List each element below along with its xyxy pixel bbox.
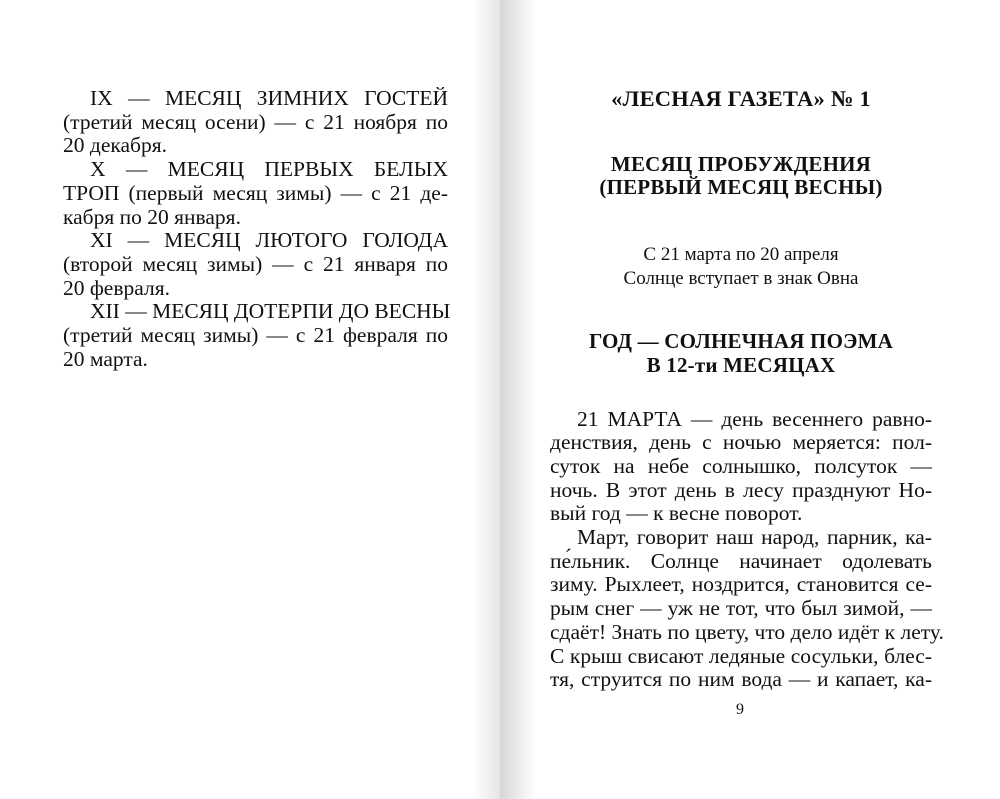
text-line: XII — МЕСЯЦ ДОТЕРПИ ДО ВЕСНЫ bbox=[90, 299, 451, 324]
text-line: IX — МЕСЯЦ ЗИМНИХ ГОСТЕЙ bbox=[90, 86, 448, 110]
page-number: 9 bbox=[736, 701, 744, 718]
text-line: 20 марта. bbox=[63, 346, 148, 371]
text-line: С крыш свисают ледяные сосульки, блес- bbox=[550, 643, 932, 668]
text-line: (третий месяц осени) — с 21 ноября по bbox=[63, 109, 448, 134]
left-paragraph bbox=[63, 158, 448, 229]
month-heading-line: МЕСЯЦ ПРОБУЖДЕНИЯ bbox=[610, 151, 872, 176]
text-line: (второй месяц зимы) — с 21 января по bbox=[63, 251, 448, 276]
left-paragraph bbox=[63, 229, 448, 300]
month-heading bbox=[550, 153, 932, 200]
text-line: Март, говорит наш народ, парник, ка- bbox=[577, 525, 932, 550]
left-gutter-shadow bbox=[472, 0, 500, 799]
section-heading-line: В 12-ти МЕСЯЦАХ bbox=[646, 352, 836, 377]
body-paragraph bbox=[550, 525, 944, 692]
text-line: суток на небе солнышко, полсуток — bbox=[550, 453, 932, 478]
text-line: кабря по 20 января. bbox=[63, 204, 241, 229]
month-heading-line: (ПЕРВЫЙ МЕСЯЦ ВЕСНЫ) bbox=[599, 175, 883, 200]
zodiac-info: Солнце вступает в знак Овна bbox=[623, 267, 859, 289]
text-line: вый год — к весне поворот. bbox=[550, 501, 803, 526]
text-line: пе́льник. Солнце начинает одолевать bbox=[550, 548, 932, 573]
section-heading bbox=[550, 330, 932, 377]
text-line: 21 МАРТА — день весеннего равно- bbox=[577, 406, 932, 431]
text-line: 20 февраля. bbox=[63, 275, 170, 300]
newspaper-title: «ЛЕСНАЯ ГАЗЕТА» № 1 bbox=[611, 86, 871, 111]
text-line: зиму. Рыхлеет, ноздрится, становится се- bbox=[550, 572, 932, 597]
text-line: рым снег — уж не тот, что был зимой, — bbox=[550, 596, 932, 621]
left-paragraph bbox=[63, 299, 451, 371]
text-line: денствия, день с ночью меряется: пол- bbox=[550, 430, 932, 455]
date-range: С 21 марта по 20 апреля bbox=[643, 244, 839, 266]
text-line: ночь. В этот день в лесу празднуют Но- bbox=[550, 477, 932, 502]
text-line: X — МЕСЯЦ ПЕРВЫХ БЕЛЫХ bbox=[90, 157, 448, 182]
right-page-text bbox=[550, 86, 944, 692]
text-line: сдаёт! Знать по цвету, что дело идёт к лету. bbox=[550, 619, 944, 644]
text-line: (третий месяц зимы) — с 21 февраля по bbox=[63, 323, 448, 348]
date-info bbox=[550, 243, 932, 290]
text-line: XI — МЕСЯЦ ЛЮТОГО ГОЛОДА bbox=[90, 228, 448, 253]
text-line: тя, струится по ним вода — и капает, ка- bbox=[550, 667, 932, 692]
left-page-text bbox=[63, 86, 451, 371]
body-paragraph bbox=[550, 408, 932, 527]
right-gutter-shadow bbox=[500, 0, 536, 799]
left-paragraph bbox=[63, 87, 448, 158]
text-line: ТРОП (первый месяц зимы) — с 21 де- bbox=[63, 180, 448, 205]
text-line: 20 декабря. bbox=[63, 133, 167, 158]
section-heading-line: ГОД — СОЛНЕЧНАЯ ПОЭМА bbox=[589, 329, 893, 354]
